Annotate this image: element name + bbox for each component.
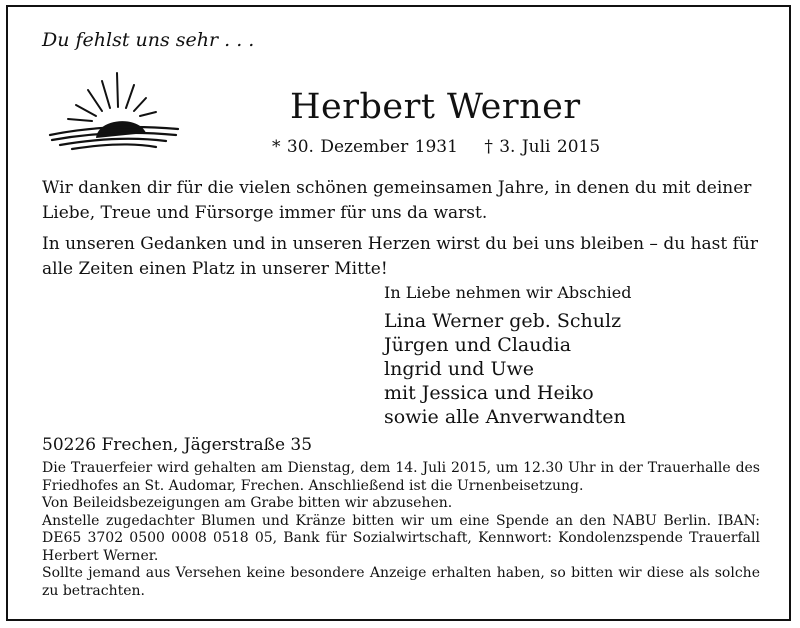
family-member: sowie alle Anverwandten xyxy=(384,406,626,428)
life-dates xyxy=(272,137,600,157)
sunset-icon xyxy=(38,63,188,163)
donation-info: Anstelle zugedachter Blumen und Kränze bitten wir um eine Spende an den NABU Berlin. IBAN: DE65 3702 0500 0008 0518 05, Bank für Sozialwirtschaft, Kennwort: Kondolenzspende Trauerfall Herbert Werner. xyxy=(42,512,760,564)
family-member: lngrid und Uwe xyxy=(384,358,535,380)
farewell-line: In Liebe nehmen wir Abschied xyxy=(384,283,632,302)
deceased-name: Herbert Werner xyxy=(290,87,581,127)
family-list xyxy=(384,309,626,429)
family-member: mit Jessica und Heiko xyxy=(384,382,594,404)
death-date: † 3. Juli 2015 xyxy=(484,137,601,157)
memory-paragraph: In unseren Gedanken und in unseren Herzen wirst du bei uns bleiben – du hast für alle Zeiten einen Platz in unserer Mitte! xyxy=(42,234,758,279)
motto: Du fehlst uns sehr . . . xyxy=(42,29,255,51)
address: 50226 Frechen, Jägerstraße 35 xyxy=(42,435,313,455)
family-member: Lina Werner geb. Schulz xyxy=(384,310,622,332)
condolence-note: Von Beileidsbezeigungen am Grabe bitten wir abzusehen. xyxy=(42,495,453,511)
funeral-details xyxy=(42,460,760,600)
thanks-paragraph: Wir danken dir für die vielen schönen gemeinsamen Jahre, in denen du mit deiner Liebe, Treue und Fürsorge immer für uns da warst. xyxy=(42,178,752,223)
ceremony-info: Die Trauerfeier wird gehalten am Dienstag, dem 14. Juli 2015, um 12.30 Uhr in der Trauerhalle des Friedhofes an St. Audomar, Frechen. Anschließend ist die Urnenbeisetzung. xyxy=(42,460,760,494)
obituary-notice xyxy=(6,5,791,621)
notice-note: Sollte jemand aus Versehen keine besondere Anzeige erhalten haben, so bitten wir diese als solche zu betrachten. xyxy=(42,565,760,599)
family-member: Jürgen und Claudia xyxy=(384,334,572,356)
birth-date: * 30. Dezember 1931 xyxy=(272,137,458,157)
